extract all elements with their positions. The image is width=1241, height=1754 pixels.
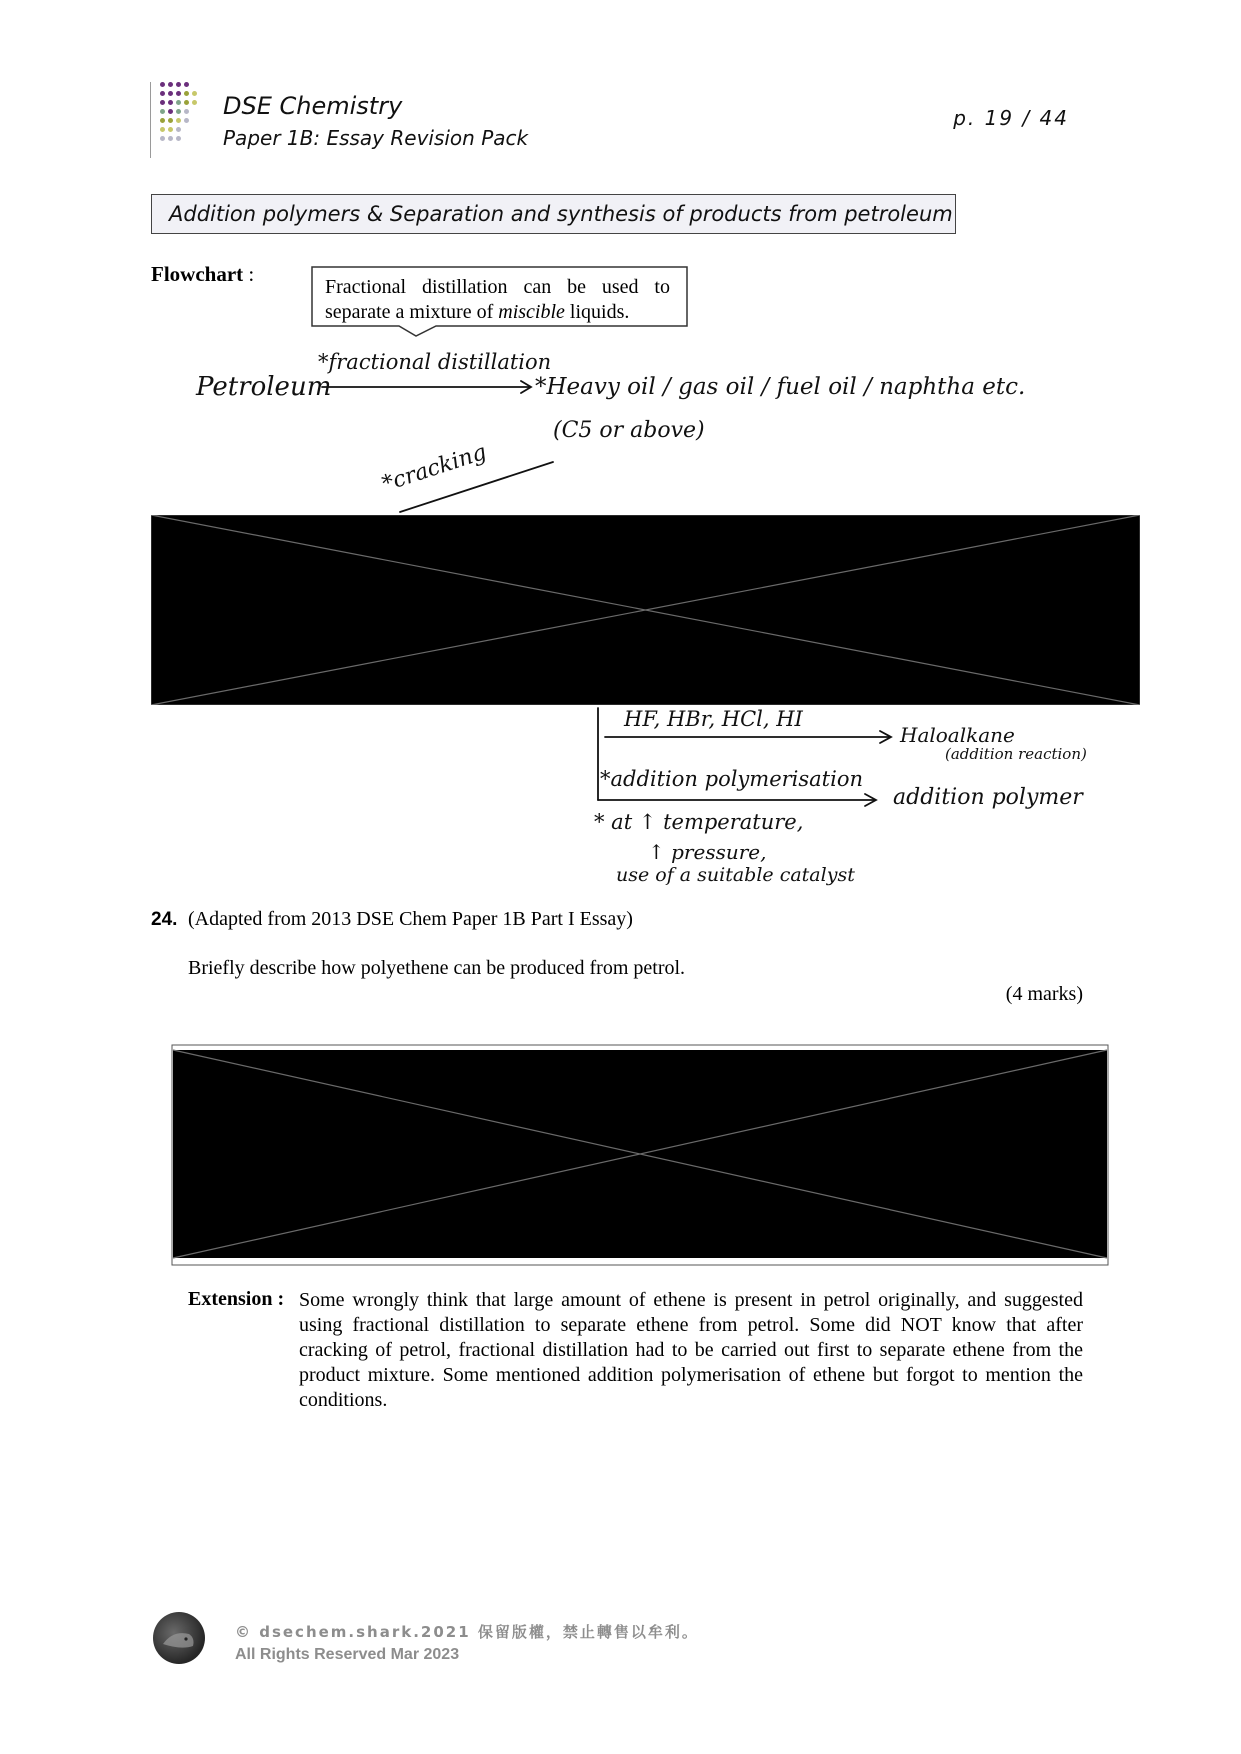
- footer-rights: All Rights Reserved Mar 2023: [235, 1646, 460, 1663]
- page-number: p. 19 / 44: [953, 106, 1069, 130]
- note-haloalkane: Haloalkane: [900, 723, 1015, 747]
- note-addition-reaction: (addition reaction): [945, 745, 1087, 763]
- redacted-answer-box: [171, 1044, 1109, 1266]
- note-hydrogen-halides: HF, HBr, HCl, HI: [624, 707, 803, 731]
- note-addition-polymerisation: *addition polymerisation: [600, 767, 864, 791]
- callout-text-part1: Fractional distillation can be used to separate a mixture of: [325, 276, 670, 323]
- note-fractions: *Heavy oil / gas oil / fuel oil / naphtha etc.: [535, 374, 1026, 400]
- redacted-block-1: [151, 515, 1140, 705]
- question-number: 24.: [151, 909, 178, 930]
- extension-label: Extension :: [188, 1288, 285, 1310]
- question-text: Briefly describe how polyethene can be produced from petrol.: [188, 957, 686, 979]
- question-marks: (4 marks): [1005, 983, 1083, 1005]
- note-addition-polymer: addition polymer: [893, 785, 1083, 810]
- note-c5-or-above: (C5 or above): [553, 418, 705, 443]
- note-conditions-catalyst: use of a suitable catalyst: [616, 864, 855, 886]
- footer-avatar: [153, 1612, 205, 1664]
- course-title: DSE Chemistry: [223, 92, 403, 120]
- callout-emphasis: miscible: [498, 301, 565, 323]
- note-fractional-distillation: *fractional distillation: [318, 350, 552, 374]
- paper-subtitle: Paper 1B: Essay Revision Pack: [223, 126, 529, 150]
- extension-text: Some wrongly think that large amount of ethene is present in petrol originally, and suggested using fractional distillation to separate ethene from petrol. Some did NOT know that after cracking of petrol, fractional distillation had to be carried out first to separate ethene from the product mixture. Some mentioned addition polymerisation of ethene but forgot to mention the conditions.: [299, 1289, 1083, 1411]
- note-conditions-pressure: ↑ pressure,: [648, 840, 767, 864]
- note-conditions-temperature: * at ↑ temperature,: [594, 810, 804, 834]
- callout-text-part2: liquids.: [564, 301, 630, 323]
- shark-logo-icon: [153, 1612, 205, 1664]
- section-title: Addition polymers & Separation and synthesis of products from petroleum: [151, 194, 956, 234]
- note-petroleum: Petroleum: [196, 372, 332, 402]
- flowchart-label-text: Flowchart: [151, 262, 244, 286]
- question-source: (Adapted from 2013 DSE Chem Paper 1B Part I Essay): [188, 908, 633, 930]
- flowchart-label-suffix: :: [243, 262, 255, 286]
- footer-copyright: © dsechem.shark.2021 保留版權，禁止轉售以牟利。: [235, 1623, 699, 1641]
- note-cracking: *cracking: [379, 439, 490, 497]
